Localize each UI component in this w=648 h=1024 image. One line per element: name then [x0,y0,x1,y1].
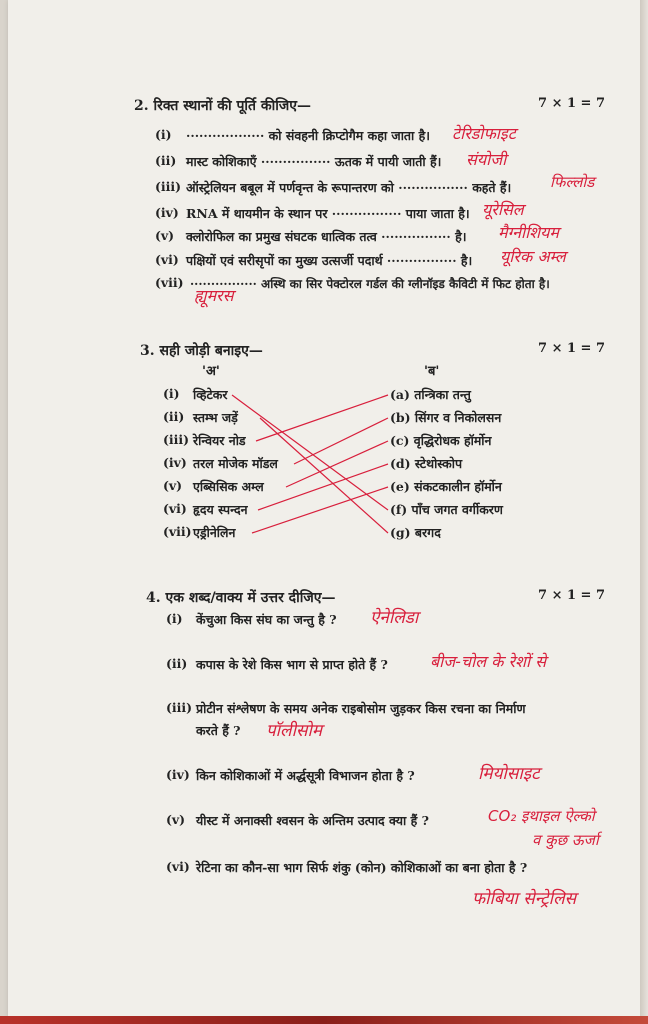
match-line [256,395,388,441]
short-answer-question-cont: करते हैं ? [196,723,241,738]
fill-blank-question: RNA में थायमीन के स्थान पर ················ पाया जाता है। [186,206,470,221]
match-line [260,418,388,533]
left-item: रेन्वियर नोड [193,433,246,448]
item-number: (i) [155,127,172,142]
item-number: (v) [155,228,175,243]
item-number: (iv) [155,205,179,220]
right-item: (b) सिंगर व निकोलसन [390,410,502,425]
item-number: (iii) [155,179,182,194]
section-2-marks: 7 × 1 = 7 [538,96,606,111]
column-b-header: 'ब' [424,364,440,379]
section-4-title: 4. एक शब्द/वाक्य में उत्तर दीजिए— [146,590,336,606]
handwritten-answer: CO₂ इथाइल ऐल्को [488,807,595,825]
right-item: (g) बरगद [390,525,441,540]
handwritten-answer: संयोजी [466,150,507,169]
handwritten-answer: ह्यूमरस [194,286,234,305]
item-number: (iii) [166,700,193,715]
left-item-number: (vii) [163,524,192,539]
column-a-header: 'अ' [202,364,220,379]
section-2-title: 2. रिक्त स्थानों की पूर्ति कीजिए— [134,98,312,114]
short-answer-question: प्रोटीन संश्लेषण के समय अनेक राइबोसोम जुड़कर किस रचना का निर्माण [196,701,526,716]
left-item-number: (v) [163,478,183,493]
handwritten-answer: यूरेसिल [482,200,524,219]
fill-blank-question: ·················· को संवहनी क्रिप्टोगैम कहा जाता है। [186,128,431,143]
right-item: (c) वृद्धिरोधक हॉर्मोन [390,433,492,448]
short-answer-question: रेटिना का कौन-सा भाग सिर्फ शंकु (कोन) कोशिकाओं का बना होता है ? [196,860,528,875]
item-number: (i) [166,611,183,626]
fill-blank-question: मास्ट कोशिकाएँ ················ ऊतक में पायी जाती हैं। [186,154,442,169]
handwritten-answer: मियोसाइट [478,764,540,784]
fill-blank-question: ऑस्ट्रेलियन बबूल में पर्णवृन्त के रूपान्तरण को ················ कहते हैं। [186,180,512,195]
short-answer-question: यीस्ट में अनाक्सी श्वसन के अन्तिम उत्पाद क्या हैं ? [196,813,429,828]
section-4-marks: 7 × 1 = 7 [538,588,606,603]
right-item: (f) पाँच जगत वर्गीकरण [390,502,503,517]
match-line [286,441,388,487]
short-answer-question: केंचुआ किस संघ का जन्तु है ? [196,612,337,627]
fill-blank-question: ················ अस्थि का सिर पेक्टोरल गर्डल की ग्लीनॉइड कैविटी में फिट होता है। [190,277,550,291]
section-3-marks: 7 × 1 = 7 [538,341,606,356]
match-line [294,418,388,464]
fill-blank-question: क्लोरोफिल का प्रमुख संघटक धात्विक तत्व ················ है। [186,229,467,244]
short-answer-question: किन कोशिकाओं में अर्द्धसूत्री विभाजन होता है ? [196,768,415,783]
handwritten-answer: ऐनेलिडा [370,608,419,628]
short-answer-question: कपास के रेशे किस भाग से प्राप्त होते हैं ? [196,657,388,672]
left-item: व्हिटेकर [193,387,228,402]
left-item: तरल मोजेक मॉडल [193,456,278,471]
handwritten-answer: पॉलीसोम [266,721,323,741]
section-3-title: 3. सही जोड़ी बनाइए— [140,343,263,359]
handwritten-answer: मैग्नीशियम [498,223,559,242]
left-item-number: (ii) [163,409,185,424]
item-number: (vi) [155,252,179,267]
handwritten-answer: यूरिक अम्ल [500,247,566,266]
handwritten-answer: फिल्लोड [550,173,595,191]
handwritten-answer: बीज-चोल के रेशों से [430,652,547,671]
handwritten-answer-cont: व कुछ ऊर्जा [532,831,599,849]
item-number: (v) [166,812,186,827]
left-item: एड्रीनेलिन [193,525,236,540]
item-number: (ii) [166,656,188,671]
item-number: (vi) [166,859,190,874]
left-item-number: (iv) [163,455,187,470]
right-item: (a) तन्त्रिका तन्तु [390,387,471,402]
left-item-number: (i) [163,386,180,401]
left-item-number: (vi) [163,501,187,516]
handwritten-answer: फोबिया सेन्ट्रेलिस [472,889,577,909]
left-item-number: (iii) [163,432,190,447]
handwritten-answer: टेरिडोफाइट [452,124,516,143]
left-item: हृदय स्पन्दन [193,502,248,517]
left-item: स्तम्भ जड़ें [193,410,238,425]
fill-blank-question: पक्षियों एवं सरीसृपों का मुख्य उत्सर्जी पदार्थ ················ है। [186,253,473,268]
item-number: (vii) [155,275,184,290]
item-number: (ii) [155,153,177,168]
right-item: (e) संकटकालीन हॉर्मोन [390,479,502,494]
right-item: (d) स्टेथोस्कोप [390,456,463,471]
left-item: एब्सिसिक अम्ल [193,479,264,494]
item-number: (iv) [166,767,190,782]
match-line [232,395,388,510]
match-line [252,487,388,533]
